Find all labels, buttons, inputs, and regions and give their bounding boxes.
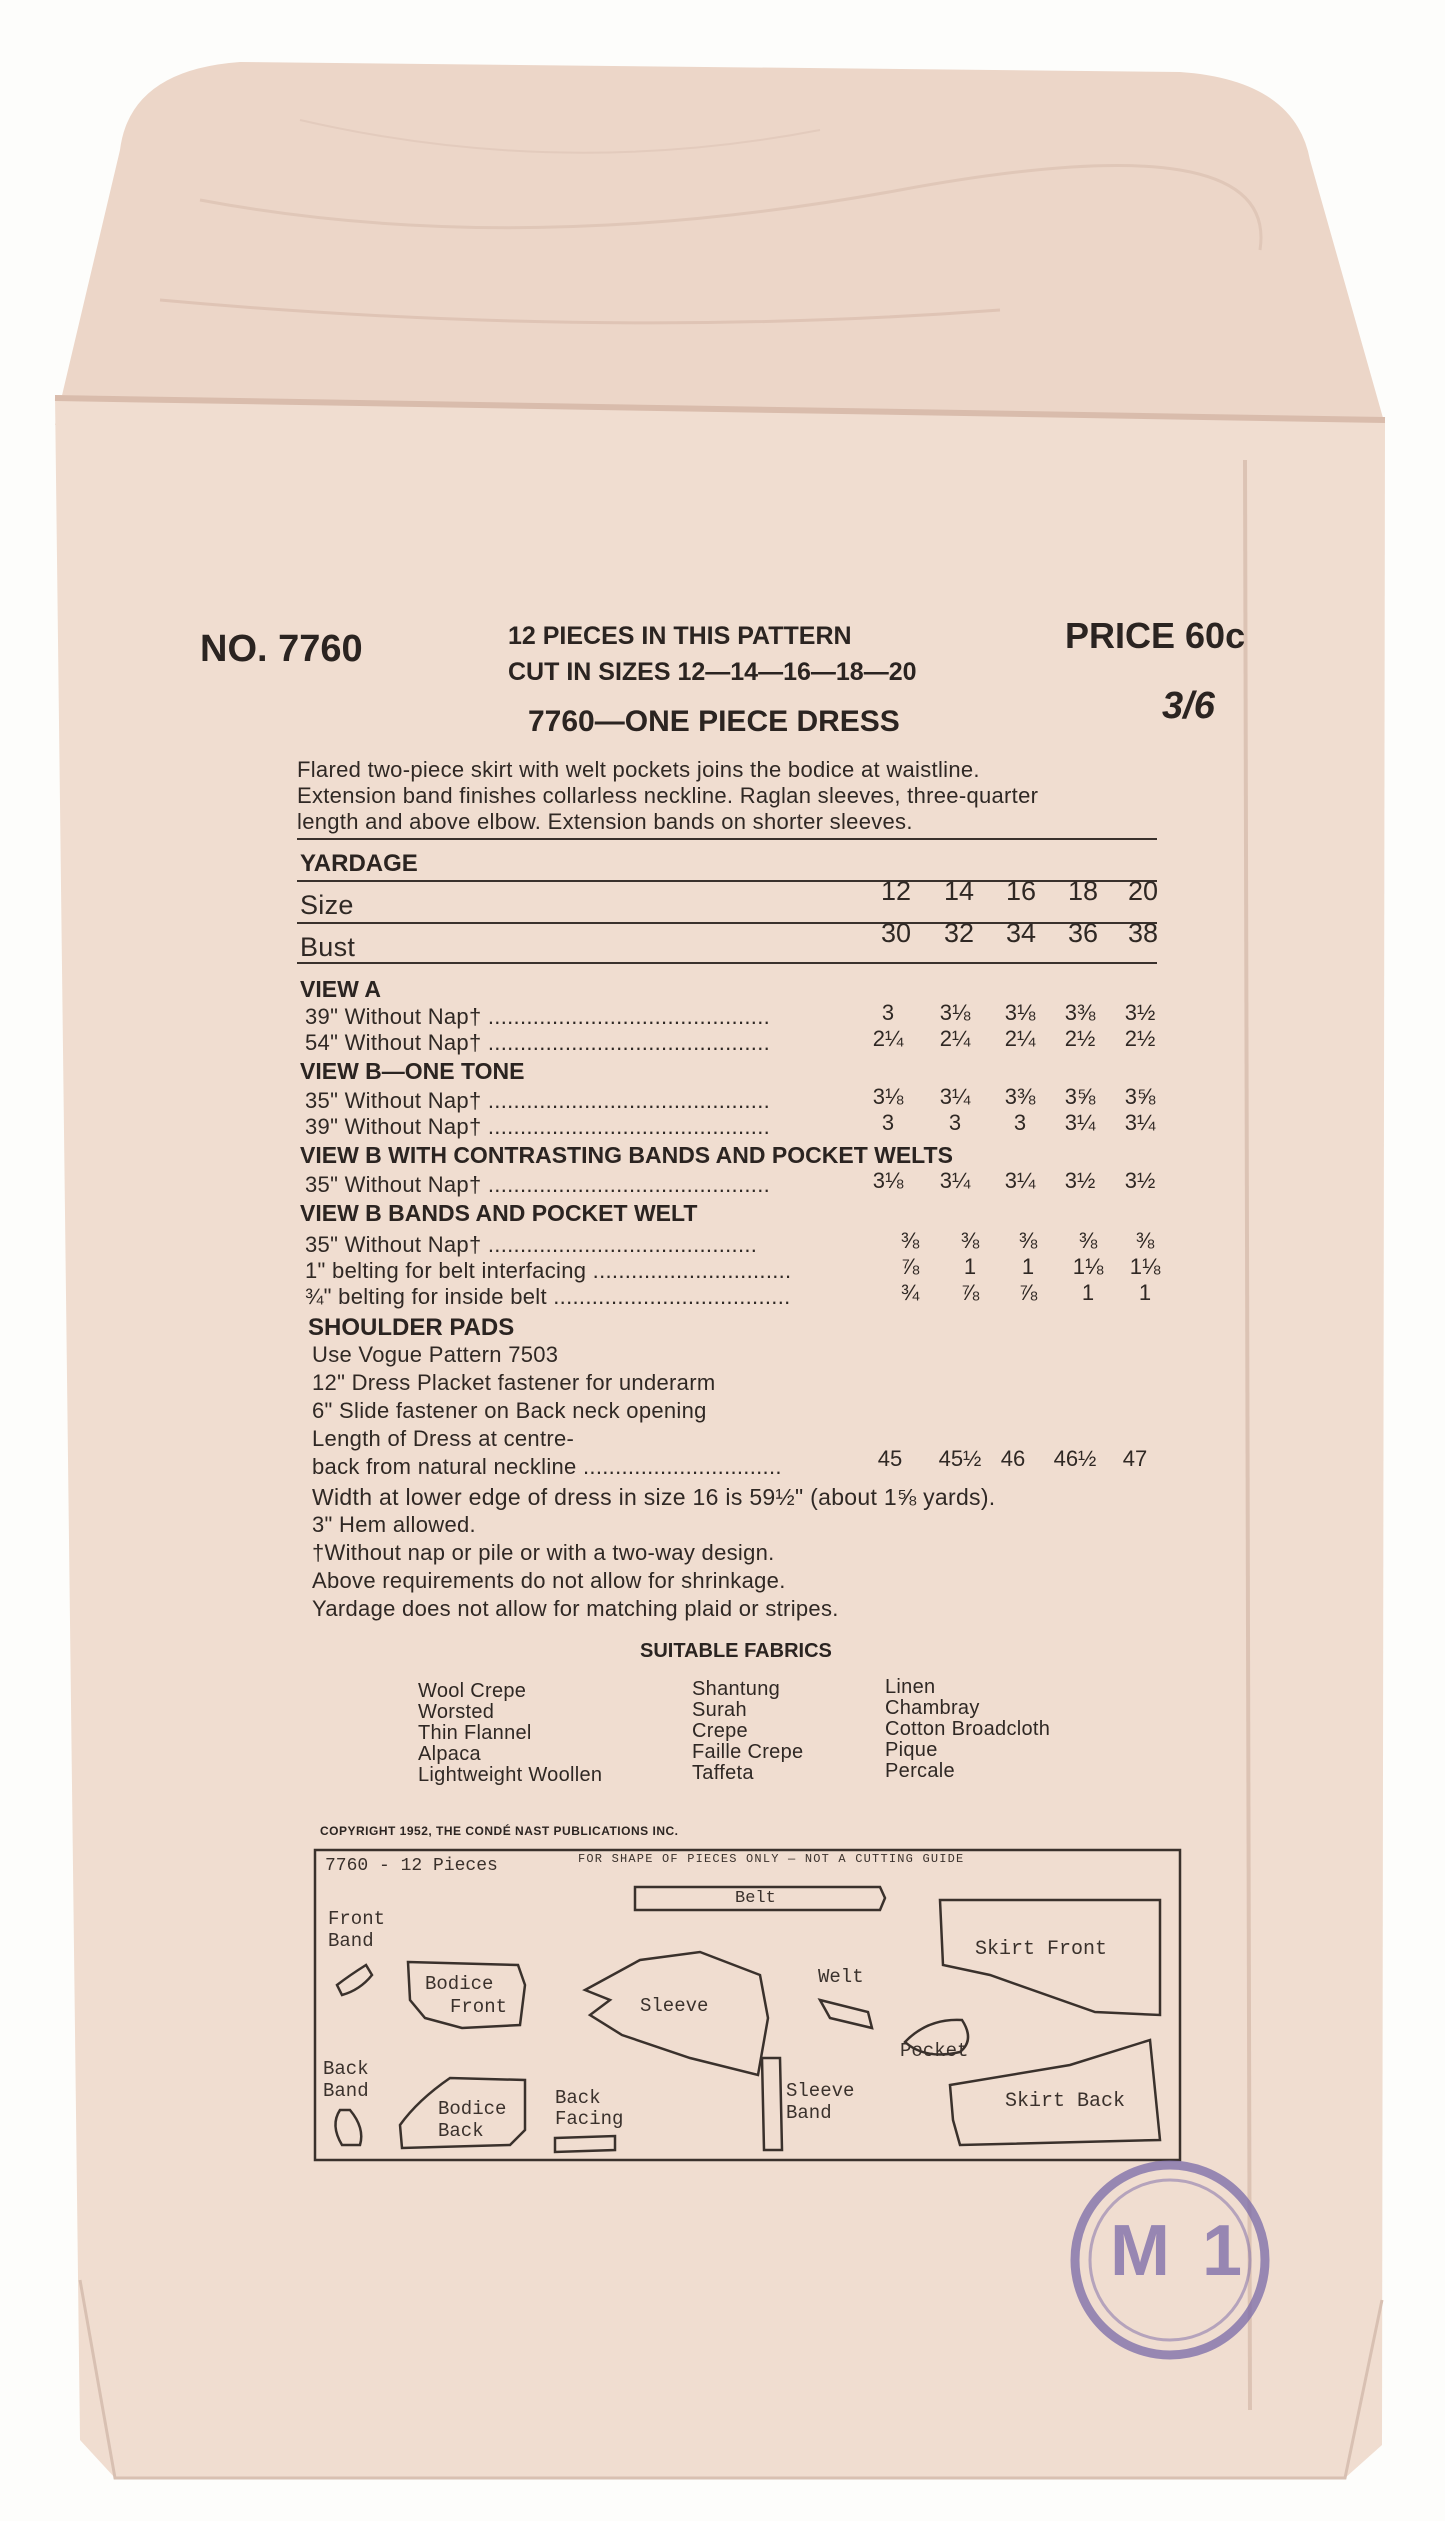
row-value: 3: [948, 1110, 962, 1135]
row-label: 1" belting for belt interfacing ...............................: [305, 1258, 792, 1283]
bust-label: Bust: [300, 932, 356, 962]
note-line: Yardage does not allow for matching plaid or stripes.: [312, 1596, 839, 1621]
row-value: 2¼: [1004, 1026, 1036, 1051]
row-label: 35" Without Nap† ............................................: [305, 1088, 771, 1113]
notion-line: Length of Dress at centre-: [312, 1426, 575, 1451]
fabric-item: Percale: [885, 1760, 955, 1782]
piece-bodice-front-2: Front: [450, 1996, 508, 2018]
row-value: 3⅛: [872, 1168, 904, 1193]
row-value: 2½: [1064, 1026, 1096, 1051]
row-value: 1⅛: [1129, 1254, 1161, 1279]
length-label: back from natural neckline ...............................: [312, 1454, 782, 1479]
row-value: 1: [1021, 1254, 1035, 1279]
diagram-title: 7760 - 12 Pieces: [325, 1856, 498, 1876]
row-label: 39" Without Nap† ............................................: [305, 1004, 771, 1029]
section-title: VIEW B BANDS AND POCKET WELT: [300, 1200, 698, 1226]
size-value: 20: [1127, 876, 1159, 906]
row-value: 2½: [1124, 1026, 1156, 1051]
description-line: Flared two-piece skirt with welt pockets joins the bodice at waistline.: [297, 757, 980, 782]
row-value: 3⅛: [939, 1000, 971, 1025]
piece-back-band-1: Back: [323, 2058, 369, 2080]
size-label: Size: [300, 890, 354, 920]
pieces-count: 12 PIECES IN THIS PATTERN: [508, 622, 852, 650]
note-line: †Without nap or pile or with a two-way design.: [312, 1540, 775, 1565]
bust-value: 36: [1067, 918, 1099, 948]
section-title: VIEW B WITH CONTRASTING BANDS AND POCKET WELTS: [300, 1142, 953, 1168]
row-value: 3⅛: [872, 1084, 904, 1109]
row-value: 3⅛: [1004, 1000, 1036, 1025]
pattern-number: NO. 7760: [200, 628, 363, 670]
piece-pocket: Pocket: [900, 2040, 969, 2062]
pattern-title: 7760—ONE PIECE DRESS: [528, 705, 900, 738]
description-line: Extension band finishes collarless neckline. Raglan sleeves, three-quarter: [297, 783, 1039, 808]
piece-sleeve-band-1: Sleeve: [786, 2080, 855, 2102]
copyright: COPYRIGHT 1952, THE CONDÉ NAST PUBLICATIONS INC.: [320, 1824, 679, 1838]
fabric-item: Alpaca: [418, 1743, 481, 1765]
row-label: 54" Without Nap† ............................................: [305, 1030, 771, 1055]
piece-front-band-2: Band: [328, 1930, 374, 1952]
row-value: 3½: [1124, 1168, 1156, 1193]
row-value: ⅞: [1018, 1280, 1038, 1305]
row-value: 3⅝: [1124, 1084, 1156, 1109]
notion-line: 6" Slide fastener on Back neck opening: [312, 1398, 707, 1423]
notions-heading: SHOULDER PADS: [308, 1314, 515, 1341]
piece-back-facing-2: Facing: [555, 2108, 624, 2130]
price-alt: 3/6: [1162, 685, 1215, 727]
piece-back-facing-1: Back: [555, 2087, 601, 2109]
description-line: length and above elbow. Extension bands on shorter sleeves.: [297, 809, 913, 834]
note-line: Width at lower edge of dress in size 16 is 59½" (about 1⅝ yards).: [312, 1484, 996, 1510]
piece-welt: Welt: [818, 1966, 864, 1988]
piece-skirt-front: Skirt Front: [975, 1938, 1108, 1961]
length-value: 45½: [938, 1446, 982, 1471]
length-value: 47: [1122, 1446, 1148, 1471]
fabric-item: Worsted: [418, 1701, 495, 1723]
row-label: 35" Without Nap† ..........................................: [305, 1232, 758, 1257]
row-value: 3⅝: [1064, 1084, 1096, 1109]
row-value: 1⅛: [1072, 1254, 1104, 1279]
fabric-item: Cotton Broadcloth: [885, 1718, 1051, 1740]
row-value: 3¼: [939, 1084, 971, 1109]
bust-value: 38: [1127, 918, 1159, 948]
piece-skirt-back: Skirt Back: [1005, 2090, 1126, 2113]
stamp-text: M 1: [1110, 2211, 1249, 2291]
row-value: 1: [1138, 1280, 1152, 1305]
row-value: ¾: [900, 1280, 920, 1305]
row-value: 3¼: [939, 1168, 971, 1193]
bust-value: 32: [943, 918, 975, 948]
notion-line: Use Vogue Pattern 7503: [312, 1342, 559, 1367]
row-value: 3¼: [1124, 1110, 1156, 1135]
size-value: 18: [1067, 876, 1099, 906]
row-value: 2¼: [872, 1026, 904, 1051]
cut-sizes: CUT IN SIZES 12—14—16—18—20: [508, 658, 917, 686]
fabric-item: Wool Crepe: [418, 1680, 527, 1702]
fabric-item: Lightweight Woollen: [418, 1764, 603, 1786]
piece-sleeve-band-2: Band: [786, 2102, 832, 2124]
fabric-item: Thin Flannel: [418, 1722, 532, 1744]
fabric-item: Crepe: [692, 1720, 748, 1742]
note-line: 3" Hem allowed.: [312, 1512, 476, 1537]
row-value: ⅞: [960, 1280, 980, 1305]
size-value: 12: [880, 876, 912, 906]
piece-bodice-back-2: Back: [438, 2120, 484, 2142]
length-value: 46: [1000, 1446, 1026, 1471]
note-line: Above requirements do not allow for shrinkage.: [312, 1568, 786, 1593]
row-value: ⅜: [1135, 1228, 1155, 1253]
bust-value: 30: [880, 918, 912, 948]
size-value: 16: [1005, 876, 1037, 906]
row-value: 3: [1013, 1110, 1027, 1135]
piece-bodice-front-1: Bodice: [425, 1973, 494, 1995]
piece-sleeve: Sleeve: [640, 1995, 709, 2017]
row-value: ⅜: [1018, 1228, 1038, 1253]
row-value: ⅜: [900, 1228, 920, 1253]
fabric-item: Shantung: [692, 1678, 781, 1700]
price: PRICE 60c: [1065, 615, 1246, 656]
row-value: 3⅜: [1064, 1000, 1096, 1025]
row-value: 3: [881, 1000, 895, 1025]
piece-back-band-2: Band: [323, 2080, 369, 2102]
row-value: 3⅜: [1004, 1084, 1036, 1109]
yardage-heading: YARDAGE: [300, 850, 418, 877]
row-value: 3¼: [1004, 1168, 1036, 1193]
section-title: VIEW B—ONE TONE: [300, 1058, 525, 1084]
size-value: 14: [943, 876, 975, 906]
row-label: ¾" belting for inside belt .....................................: [305, 1284, 791, 1309]
fabrics-heading: SUITABLE FABRICS: [640, 1640, 832, 1662]
piece-front-band-1: Front: [328, 1908, 386, 1930]
row-value: 1: [963, 1254, 977, 1279]
row-value: 3½: [1064, 1168, 1096, 1193]
length-value: 46½: [1053, 1446, 1097, 1471]
section-title: VIEW A: [300, 976, 381, 1002]
piece-belt: Belt: [735, 1889, 776, 1908]
row-label: 39" Without Nap† ............................................: [305, 1114, 771, 1139]
notion-line: 12" Dress Placket fastener for underarm: [312, 1370, 716, 1395]
row-value: 2¼: [939, 1026, 971, 1051]
row-label: 35" Without Nap† ............................................: [305, 1172, 771, 1197]
fabric-item: Taffeta: [692, 1762, 754, 1784]
fabric-item: Linen: [885, 1676, 936, 1698]
bust-value: 34: [1005, 918, 1037, 948]
row-value: 1: [1081, 1280, 1095, 1305]
piece-bodice-back-1: Bodice: [438, 2098, 507, 2120]
length-value: 45: [877, 1446, 903, 1471]
row-value: 3½: [1124, 1000, 1156, 1025]
row-value: 3¼: [1064, 1110, 1096, 1135]
fabric-item: Pique: [885, 1739, 938, 1761]
row-value: ⅞: [900, 1254, 920, 1279]
row-value: ⅜: [1078, 1228, 1098, 1253]
row-value: 3: [881, 1110, 895, 1135]
fabric-item: Surah: [692, 1699, 747, 1721]
fabric-item: Faille Crepe: [692, 1741, 804, 1763]
diagram-note: FOR SHAPE OF PIECES ONLY — NOT A CUTTING GUIDE: [578, 1852, 965, 1866]
fabric-item: Chambray: [885, 1697, 980, 1719]
row-value: ⅜: [960, 1228, 980, 1253]
